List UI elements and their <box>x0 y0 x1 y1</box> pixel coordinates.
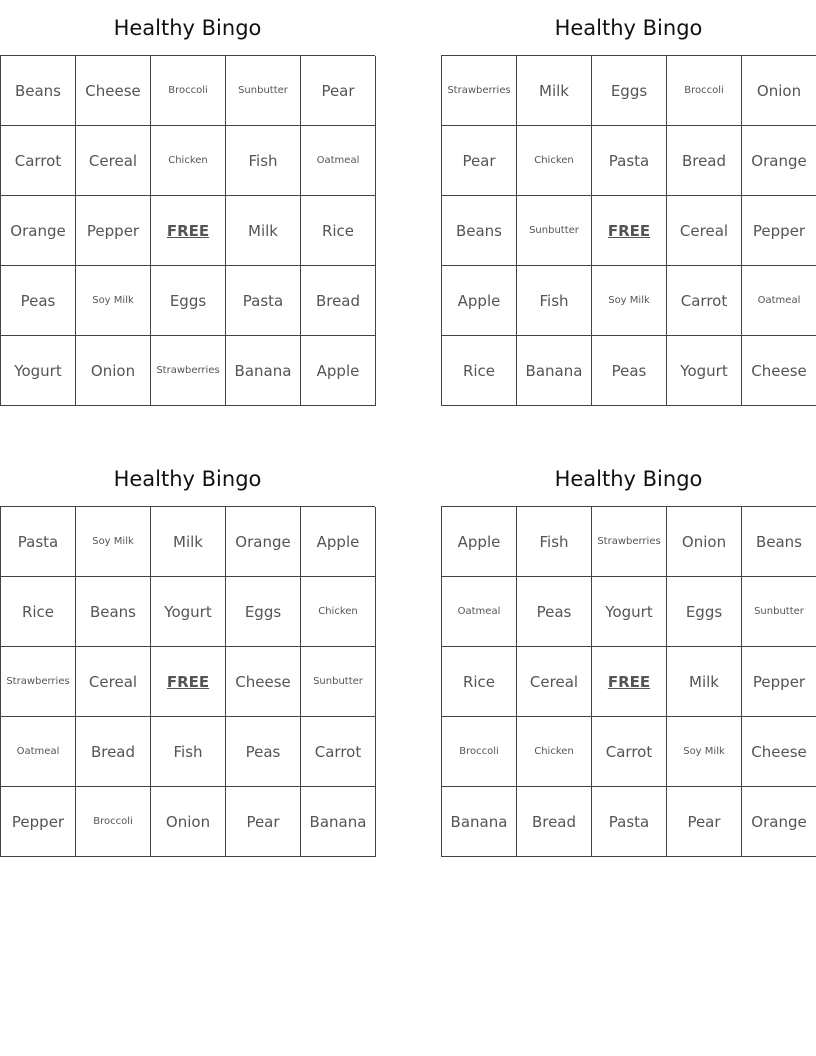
free-space-cell: FREE <box>151 647 226 717</box>
bingo-cell: Cereal <box>76 126 151 196</box>
bingo-cell: Eggs <box>667 577 742 647</box>
bingo-cell: Beans <box>442 196 517 266</box>
bingo-cell: Soy Milk <box>76 507 151 577</box>
bingo-cell: Oatmeal <box>742 266 816 336</box>
bingo-cell: Soy Milk <box>667 717 742 787</box>
bingo-cell: Pepper <box>742 196 816 266</box>
bingo-cell: Pear <box>667 787 742 857</box>
bingo-cell: Bread <box>667 126 742 196</box>
bingo-cell: Pear <box>301 56 376 126</box>
bingo-cell: Orange <box>1 196 76 266</box>
bingo-cell: Broccoli <box>151 56 226 126</box>
bingo-cell: Soy Milk <box>592 266 667 336</box>
bingo-cell: Yogurt <box>592 577 667 647</box>
bingo-cell: Cheese <box>226 647 301 717</box>
bingo-cell: Fish <box>151 717 226 787</box>
bingo-cell: Pepper <box>76 196 151 266</box>
bingo-cell: Broccoli <box>442 717 517 787</box>
bingo-cell: Apple <box>442 507 517 577</box>
bingo-cell: Eggs <box>592 56 667 126</box>
card-title: Healthy Bingo <box>554 467 703 491</box>
card-title: Healthy Bingo <box>113 16 262 40</box>
free-space-cell: FREE <box>151 196 226 266</box>
bingo-cell: Fish <box>226 126 301 196</box>
bingo-cell: Soy Milk <box>76 266 151 336</box>
bingo-cell: Pasta <box>226 266 301 336</box>
bingo-cell: Milk <box>517 56 592 126</box>
bingo-cell: Pepper <box>1 787 76 857</box>
bingo-cell: Broccoli <box>76 787 151 857</box>
bingo-cell: Onion <box>151 787 226 857</box>
bingo-cell: Bread <box>517 787 592 857</box>
bingo-cell: Strawberries <box>151 336 226 406</box>
bingo-cell: Sunbutter <box>517 196 592 266</box>
bingo-cell: Peas <box>517 577 592 647</box>
bingo-cell: Strawberries <box>1 647 76 717</box>
bingo-cell: Apple <box>442 266 517 336</box>
bingo-cell: Sunbutter <box>301 647 376 717</box>
bingo-cell: Pasta <box>592 126 667 196</box>
bingo-cell: Carrot <box>592 717 667 787</box>
bingo-cell: Rice <box>301 196 376 266</box>
bingo-cell: Sunbutter <box>742 577 816 647</box>
bingo-cell: Strawberries <box>592 507 667 577</box>
bingo-cell: Pepper <box>742 647 816 717</box>
bingo-cell: Strawberries <box>442 56 517 126</box>
bingo-cell: Orange <box>742 787 816 857</box>
bingo-cell: Orange <box>226 507 301 577</box>
bingo-cell: Banana <box>301 787 376 857</box>
bingo-cell: Oatmeal <box>301 126 376 196</box>
bingo-cell: Pasta <box>1 507 76 577</box>
card-title: Healthy Bingo <box>554 16 703 40</box>
bingo-grid <box>0 506 375 857</box>
card-title: Healthy Bingo <box>113 467 262 491</box>
bingo-cell: Beans <box>742 507 816 577</box>
bingo-cell: Cheese <box>76 56 151 126</box>
bingo-cell: Milk <box>226 196 301 266</box>
bingo-cell: Sunbutter <box>226 56 301 126</box>
free-space-cell: FREE <box>592 196 667 266</box>
bingo-cell: Bread <box>76 717 151 787</box>
bingo-cell: Bread <box>301 266 376 336</box>
bingo-cell: Apple <box>301 507 376 577</box>
bingo-cell: Pear <box>226 787 301 857</box>
bingo-cell: Rice <box>442 647 517 717</box>
bingo-cell: Onion <box>742 56 816 126</box>
bingo-cell: Yogurt <box>667 336 742 406</box>
bingo-cell: Yogurt <box>1 336 76 406</box>
bingo-cell: Fish <box>517 507 592 577</box>
bingo-cell: Rice <box>442 336 517 406</box>
bingo-cell: Oatmeal <box>1 717 76 787</box>
bingo-cell: Peas <box>592 336 667 406</box>
bingo-cell: Broccoli <box>667 56 742 126</box>
bingo-cell: Milk <box>151 507 226 577</box>
bingo-cell: Carrot <box>1 126 76 196</box>
bingo-cell: Peas <box>226 717 301 787</box>
bingo-cell: Cereal <box>667 196 742 266</box>
bingo-cell: Orange <box>742 126 816 196</box>
bingo-cell: Rice <box>1 577 76 647</box>
bingo-cell: Pasta <box>592 787 667 857</box>
bingo-cell: Onion <box>667 507 742 577</box>
bingo-cell: Eggs <box>226 577 301 647</box>
bingo-cell: Banana <box>226 336 301 406</box>
bingo-cell: Oatmeal <box>442 577 517 647</box>
bingo-cell: Apple <box>301 336 376 406</box>
bingo-cell: Banana <box>517 336 592 406</box>
bingo-cell: Yogurt <box>151 577 226 647</box>
bingo-cell: Fish <box>517 266 592 336</box>
bingo-cell: Carrot <box>301 717 376 787</box>
bingo-cell: Cereal <box>76 647 151 717</box>
bingo-grid <box>441 506 816 857</box>
bingo-cell: Cereal <box>517 647 592 717</box>
bingo-cell: Pear <box>442 126 517 196</box>
bingo-cell: Chicken <box>517 717 592 787</box>
bingo-cell: Chicken <box>151 126 226 196</box>
bingo-cell: Beans <box>1 56 76 126</box>
bingo-cell: Eggs <box>151 266 226 336</box>
bingo-cell: Cheese <box>742 717 816 787</box>
bingo-cell: Beans <box>76 577 151 647</box>
bingo-grid <box>441 55 816 406</box>
bingo-grid <box>0 55 375 406</box>
bingo-cell: Milk <box>667 647 742 717</box>
bingo-cell: Onion <box>76 336 151 406</box>
bingo-cell: Peas <box>1 266 76 336</box>
bingo-cell: Chicken <box>301 577 376 647</box>
bingo-cell: Chicken <box>517 126 592 196</box>
bingo-cell: Carrot <box>667 266 742 336</box>
free-space-cell: FREE <box>592 647 667 717</box>
bingo-cell: Banana <box>442 787 517 857</box>
bingo-cell: Cheese <box>742 336 816 406</box>
